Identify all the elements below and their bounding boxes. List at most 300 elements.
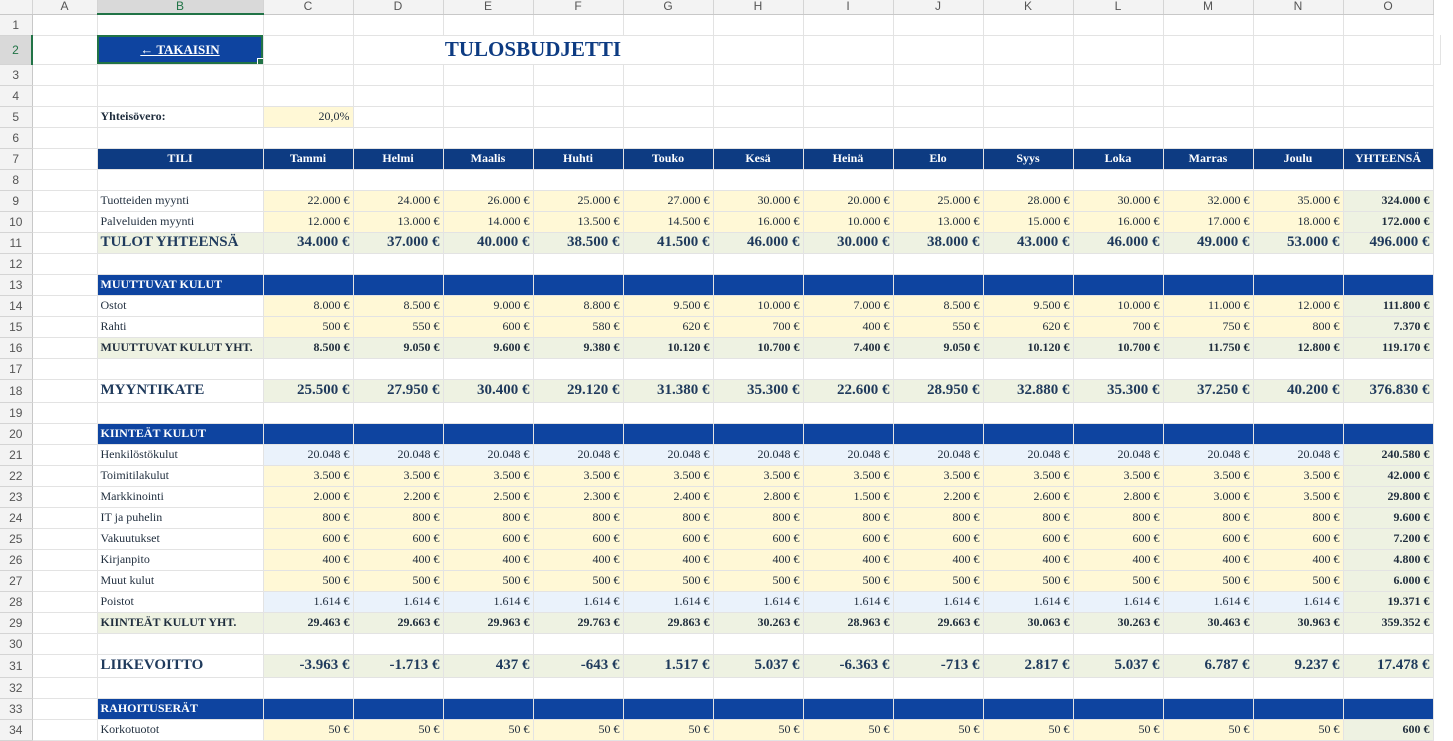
empty-cell[interactable]: [623, 402, 713, 423]
value-cell[interactable]: 27.000 €: [623, 190, 713, 211]
empty-cell[interactable]: [983, 358, 1073, 379]
value-cell[interactable]: 35.300 €: [1073, 379, 1163, 402]
empty-cell[interactable]: [623, 14, 713, 35]
value-cell[interactable]: 111.800 €: [1343, 295, 1433, 316]
value-cell[interactable]: 500 €: [263, 316, 353, 337]
row-header-33[interactable]: 33: [0, 698, 32, 719]
value-cell[interactable]: 3.500 €: [983, 465, 1073, 486]
empty-cell[interactable]: [893, 85, 983, 106]
row-header-16[interactable]: 16: [0, 337, 32, 358]
cell[interactable]: [1073, 35, 1163, 64]
empty-cell[interactable]: [97, 64, 263, 85]
value-cell[interactable]: 240.580 €: [1343, 444, 1433, 465]
empty-cell[interactable]: [263, 127, 353, 148]
value-cell[interactable]: 500 €: [983, 570, 1073, 591]
column-header-l[interactable]: L: [1073, 0, 1163, 14]
tax-rate-input[interactable]: 20,0%: [263, 106, 353, 127]
row-header-5[interactable]: 5: [0, 106, 32, 127]
value-cell[interactable]: 600 €: [983, 528, 1073, 549]
value-cell[interactable]: 9.600 €: [1343, 507, 1433, 528]
row-header-8[interactable]: 8: [0, 169, 32, 190]
value-cell[interactable]: 30.000 €: [803, 232, 893, 253]
value-cell[interactable]: 13.000 €: [353, 211, 443, 232]
value-cell[interactable]: 600 €: [623, 528, 713, 549]
value-cell[interactable]: 400 €: [713, 549, 803, 570]
value-cell[interactable]: 50 €: [983, 719, 1073, 740]
value-cell[interactable]: 10.000 €: [803, 211, 893, 232]
row-label[interactable]: Rahti: [97, 316, 263, 337]
value-cell[interactable]: 580 €: [533, 316, 623, 337]
row-label[interactable]: MYYNTIKATE: [97, 379, 263, 402]
value-cell[interactable]: 400 €: [893, 549, 983, 570]
row-header-17[interactable]: 17: [0, 358, 32, 379]
empty-cell[interactable]: [983, 253, 1073, 274]
value-cell[interactable]: 500 €: [443, 570, 533, 591]
empty-cell[interactable]: [263, 169, 353, 190]
value-cell[interactable]: 50 €: [1253, 719, 1343, 740]
empty-cell[interactable]: [1253, 64, 1343, 85]
value-cell[interactable]: 2.300 €: [533, 486, 623, 507]
cell-a7[interactable]: [32, 148, 97, 169]
empty-cell[interactable]: [533, 127, 623, 148]
value-cell[interactable]: 3.500 €: [443, 465, 533, 486]
cell-a26[interactable]: [32, 549, 97, 570]
value-cell[interactable]: 30.063 €: [983, 612, 1073, 633]
value-cell[interactable]: 1.614 €: [533, 591, 623, 612]
column-header-k[interactable]: K: [983, 0, 1073, 14]
value-cell[interactable]: 600 €: [533, 528, 623, 549]
empty-cell[interactable]: [803, 85, 893, 106]
value-cell[interactable]: 27.950 €: [353, 379, 443, 402]
value-cell[interactable]: 20.048 €: [713, 444, 803, 465]
value-cell[interactable]: 19.371 €: [1343, 591, 1433, 612]
cell[interactable]: [443, 106, 533, 127]
value-cell[interactable]: 9.000 €: [443, 295, 533, 316]
row-header-10[interactable]: 10: [0, 211, 32, 232]
value-cell[interactable]: 46.000 €: [1073, 232, 1163, 253]
value-cell[interactable]: -643 €: [533, 654, 623, 677]
cell-a13[interactable]: [32, 274, 97, 295]
empty-cell[interactable]: [443, 14, 533, 35]
value-cell[interactable]: 400 €: [623, 549, 713, 570]
empty-cell[interactable]: [623, 358, 713, 379]
empty-cell[interactable]: [533, 64, 623, 85]
cell[interactable]: [353, 106, 443, 127]
cell-a20[interactable]: [32, 423, 97, 444]
value-cell[interactable]: 800 €: [803, 507, 893, 528]
empty-cell[interactable]: [713, 633, 803, 654]
cell[interactable]: [803, 106, 893, 127]
value-cell[interactable]: 10.120 €: [623, 337, 713, 358]
value-cell[interactable]: 2.800 €: [713, 486, 803, 507]
empty-cell[interactable]: [803, 127, 893, 148]
column-header-b[interactable]: B: [97, 0, 263, 14]
value-cell[interactable]: 20.048 €: [623, 444, 713, 465]
empty-cell[interactable]: [443, 85, 533, 106]
value-cell[interactable]: 49.000 €: [1163, 232, 1253, 253]
row-header-11[interactable]: 11: [0, 232, 32, 253]
value-cell[interactable]: -1.713 €: [353, 654, 443, 677]
empty-cell[interactable]: [1163, 402, 1253, 423]
empty-cell[interactable]: [263, 64, 353, 85]
empty-cell[interactable]: [1253, 85, 1343, 106]
cell[interactable]: [803, 35, 893, 64]
value-cell[interactable]: 600 €: [263, 528, 353, 549]
value-cell[interactable]: 359.352 €: [1343, 612, 1433, 633]
value-cell[interactable]: 22.000 €: [263, 190, 353, 211]
value-cell[interactable]: 50 €: [1073, 719, 1163, 740]
cell-a15[interactable]: [32, 316, 97, 337]
value-cell[interactable]: 50 €: [1163, 719, 1253, 740]
value-cell[interactable]: 2.200 €: [893, 486, 983, 507]
cell-a28[interactable]: [32, 591, 97, 612]
row-header-23[interactable]: 23: [0, 486, 32, 507]
value-cell[interactable]: 600 €: [713, 528, 803, 549]
value-cell[interactable]: 10.700 €: [713, 337, 803, 358]
value-cell[interactable]: 10.120 €: [983, 337, 1073, 358]
value-cell[interactable]: 3.500 €: [353, 465, 443, 486]
row-header-32[interactable]: 32: [0, 677, 32, 698]
value-cell[interactable]: 600 €: [1163, 528, 1253, 549]
empty-cell[interactable]: [353, 14, 443, 35]
empty-cell[interactable]: [983, 64, 1073, 85]
value-cell[interactable]: 25.000 €: [533, 190, 623, 211]
empty-cell[interactable]: [983, 85, 1073, 106]
value-cell[interactable]: 496.000 €: [1343, 232, 1433, 253]
empty-cell[interactable]: [1163, 127, 1253, 148]
value-cell[interactable]: 38.500 €: [533, 232, 623, 253]
value-cell[interactable]: 800 €: [1073, 507, 1163, 528]
empty-cell[interactable]: [1073, 358, 1163, 379]
empty-cell[interactable]: [713, 127, 803, 148]
column-header-d[interactable]: D: [353, 0, 443, 14]
cell-a29[interactable]: [32, 612, 97, 633]
value-cell[interactable]: 50 €: [713, 719, 803, 740]
value-cell[interactable]: 324.000 €: [1343, 190, 1433, 211]
row-header-12[interactable]: 12: [0, 253, 32, 274]
row-header-28[interactable]: 28: [0, 591, 32, 612]
empty-cell[interactable]: [1343, 14, 1433, 35]
empty-cell[interactable]: [353, 85, 443, 106]
value-cell[interactable]: 6.000 €: [1343, 570, 1433, 591]
fill-handle[interactable]: [257, 58, 264, 65]
value-cell[interactable]: 400 €: [263, 549, 353, 570]
empty-cell[interactable]: [263, 633, 353, 654]
value-cell[interactable]: 50 €: [263, 719, 353, 740]
row-label[interactable]: Henkilöstökulut: [97, 444, 263, 465]
value-cell[interactable]: 800 €: [983, 507, 1073, 528]
cell-a2[interactable]: [32, 35, 97, 64]
value-cell[interactable]: 20.048 €: [353, 444, 443, 465]
value-cell[interactable]: 25.000 €: [893, 190, 983, 211]
value-cell[interactable]: -6.363 €: [803, 654, 893, 677]
cell-a19[interactable]: [32, 402, 97, 423]
row-header-15[interactable]: 15: [0, 316, 32, 337]
empty-cell[interactable]: [893, 14, 983, 35]
value-cell[interactable]: 8.500 €: [353, 295, 443, 316]
empty-cell[interactable]: [1253, 169, 1343, 190]
cell-a31[interactable]: [32, 654, 97, 677]
value-cell[interactable]: 2.600 €: [983, 486, 1073, 507]
value-cell[interactable]: 600 €: [1073, 528, 1163, 549]
value-cell[interactable]: 38.000 €: [893, 232, 983, 253]
row-label[interactable]: MUUTTUVAT KULUT YHT.: [97, 337, 263, 358]
value-cell[interactable]: 8.500 €: [263, 337, 353, 358]
column-header-c[interactable]: C: [263, 0, 353, 14]
cell-a30[interactable]: [32, 633, 97, 654]
value-cell[interactable]: 20.048 €: [1253, 444, 1343, 465]
cell-a25[interactable]: [32, 528, 97, 549]
value-cell[interactable]: 6.787 €: [1163, 654, 1253, 677]
value-cell[interactable]: 800 €: [263, 507, 353, 528]
empty-cell[interactable]: [443, 402, 533, 423]
row-header-14[interactable]: 14: [0, 295, 32, 316]
empty-cell[interactable]: [353, 169, 443, 190]
value-cell[interactable]: 600 €: [1343, 719, 1433, 740]
value-cell[interactable]: 500 €: [1163, 570, 1253, 591]
value-cell[interactable]: 20.048 €: [263, 444, 353, 465]
value-cell[interactable]: 50 €: [803, 719, 893, 740]
value-cell[interactable]: 29.663 €: [893, 612, 983, 633]
empty-cell[interactable]: [533, 14, 623, 35]
value-cell[interactable]: 3.500 €: [623, 465, 713, 486]
empty-cell[interactable]: [353, 402, 443, 423]
value-cell[interactable]: 620 €: [983, 316, 1073, 337]
row-header-34[interactable]: 34: [0, 719, 32, 740]
value-cell[interactable]: 29.120 €: [533, 379, 623, 402]
value-cell[interactable]: 31.380 €: [623, 379, 713, 402]
empty-cell[interactable]: [983, 169, 1073, 190]
row-header-26[interactable]: 26: [0, 549, 32, 570]
value-cell[interactable]: 7.400 €: [803, 337, 893, 358]
empty-cell[interactable]: [713, 169, 803, 190]
value-cell[interactable]: 437 €: [443, 654, 533, 677]
empty-cell[interactable]: [893, 127, 983, 148]
empty-cell[interactable]: [713, 14, 803, 35]
empty-cell[interactable]: [623, 169, 713, 190]
empty-cell[interactable]: [353, 127, 443, 148]
value-cell[interactable]: 10.700 €: [1073, 337, 1163, 358]
empty-cell[interactable]: [97, 253, 263, 274]
value-cell[interactable]: 500 €: [803, 570, 893, 591]
cell-a27[interactable]: [32, 570, 97, 591]
empty-cell[interactable]: [533, 402, 623, 423]
empty-cell[interactable]: [353, 253, 443, 274]
value-cell[interactable]: 17.000 €: [1163, 211, 1253, 232]
cell[interactable]: [713, 106, 803, 127]
value-cell[interactable]: 1.614 €: [983, 591, 1073, 612]
value-cell[interactable]: 50 €: [893, 719, 983, 740]
row-header-24[interactable]: 24: [0, 507, 32, 528]
empty-cell[interactable]: [353, 64, 443, 85]
column-header-m[interactable]: M: [1163, 0, 1253, 14]
cell-a10[interactable]: [32, 211, 97, 232]
column-header-f[interactable]: F: [533, 0, 623, 14]
cell-a9[interactable]: [32, 190, 97, 211]
value-cell[interactable]: 800 €: [353, 507, 443, 528]
value-cell[interactable]: 3.500 €: [893, 465, 983, 486]
empty-cell[interactable]: [893, 169, 983, 190]
value-cell[interactable]: 32.880 €: [983, 379, 1073, 402]
value-cell[interactable]: 8.800 €: [533, 295, 623, 316]
value-cell[interactable]: 3.500 €: [713, 465, 803, 486]
row-header-7[interactable]: 7: [0, 148, 32, 169]
value-cell[interactable]: 3.500 €: [1073, 465, 1163, 486]
cell-a23[interactable]: [32, 486, 97, 507]
value-cell[interactable]: 600 €: [443, 316, 533, 337]
empty-cell[interactable]: [713, 253, 803, 274]
value-cell[interactable]: 800 €: [443, 507, 533, 528]
value-cell[interactable]: 500 €: [893, 570, 983, 591]
value-cell[interactable]: 30.963 €: [1253, 612, 1343, 633]
value-cell[interactable]: 400 €: [353, 549, 443, 570]
empty-cell[interactable]: [1253, 253, 1343, 274]
value-cell[interactable]: 41.500 €: [623, 232, 713, 253]
cell[interactable]: [983, 35, 1073, 64]
cell-a4[interactable]: [32, 85, 97, 106]
value-cell[interactable]: 20.048 €: [443, 444, 533, 465]
value-cell[interactable]: 16.000 €: [713, 211, 803, 232]
empty-cell[interactable]: [443, 633, 533, 654]
empty-cell[interactable]: [533, 358, 623, 379]
value-cell[interactable]: 1.500 €: [803, 486, 893, 507]
value-cell[interactable]: 42.000 €: [1343, 465, 1433, 486]
empty-cell[interactable]: [1253, 14, 1343, 35]
row-header-30[interactable]: 30: [0, 633, 32, 654]
row-header-6[interactable]: 6: [0, 127, 32, 148]
empty-cell[interactable]: [263, 253, 353, 274]
back-button[interactable]: ← TAKAISIN: [97, 35, 263, 64]
value-cell[interactable]: 9.050 €: [353, 337, 443, 358]
empty-cell[interactable]: [97, 14, 263, 35]
value-cell[interactable]: 1.614 €: [893, 591, 983, 612]
empty-cell[interactable]: [97, 127, 263, 148]
empty-cell[interactable]: [623, 253, 713, 274]
value-cell[interactable]: 2.817 €: [983, 654, 1073, 677]
value-cell[interactable]: 600 €: [443, 528, 533, 549]
empty-cell[interactable]: [1163, 64, 1253, 85]
row-label[interactable]: Poistot: [97, 591, 263, 612]
value-cell[interactable]: 2.400 €: [623, 486, 713, 507]
value-cell[interactable]: 376.830 €: [1343, 379, 1433, 402]
empty-cell[interactable]: [893, 253, 983, 274]
value-cell[interactable]: 1.614 €: [1253, 591, 1343, 612]
value-cell[interactable]: 500 €: [1073, 570, 1163, 591]
value-cell[interactable]: 1.614 €: [263, 591, 353, 612]
value-cell[interactable]: 34.000 €: [263, 232, 353, 253]
empty-cell[interactable]: [803, 253, 893, 274]
column-header-i[interactable]: I: [803, 0, 893, 14]
value-cell[interactable]: 3.500 €: [1253, 486, 1343, 507]
value-cell[interactable]: 28.963 €: [803, 612, 893, 633]
value-cell[interactable]: 12.000 €: [1253, 295, 1343, 316]
empty-cell[interactable]: [893, 633, 983, 654]
empty-cell[interactable]: [893, 358, 983, 379]
value-cell[interactable]: 800 €: [713, 507, 803, 528]
value-cell[interactable]: 172.000 €: [1343, 211, 1433, 232]
value-cell[interactable]: 800 €: [1253, 316, 1343, 337]
value-cell[interactable]: 3.500 €: [803, 465, 893, 486]
cell[interactable]: [983, 106, 1073, 127]
row-label[interactable]: Vakuutukset: [97, 528, 263, 549]
row-label[interactable]: Palveluiden myynti: [97, 211, 263, 232]
row-label[interactable]: LIIKEVOITTO: [97, 654, 263, 677]
empty-cell[interactable]: [1253, 633, 1343, 654]
value-cell[interactable]: 3.500 €: [1163, 465, 1253, 486]
row-label[interactable]: TULOT YHTEENSÄ: [97, 232, 263, 253]
empty-cell[interactable]: [1163, 633, 1253, 654]
value-cell[interactable]: 1.517 €: [623, 654, 713, 677]
empty-cell[interactable]: [533, 633, 623, 654]
cell[interactable]: [1433, 35, 1440, 64]
value-cell[interactable]: 29.763 €: [533, 612, 623, 633]
cell[interactable]: [893, 35, 983, 64]
cell-a8[interactable]: [32, 169, 97, 190]
value-cell[interactable]: 600 €: [1253, 528, 1343, 549]
empty-cell[interactable]: [983, 127, 1073, 148]
empty-cell[interactable]: [1163, 14, 1253, 35]
empty-cell[interactable]: [623, 85, 713, 106]
value-cell[interactable]: 30.000 €: [1073, 190, 1163, 211]
empty-cell[interactable]: [893, 64, 983, 85]
value-cell[interactable]: 9.600 €: [443, 337, 533, 358]
value-cell[interactable]: 400 €: [1253, 549, 1343, 570]
empty-cell[interactable]: [1343, 402, 1433, 423]
value-cell[interactable]: 29.863 €: [623, 612, 713, 633]
empty-cell[interactable]: [713, 85, 803, 106]
row-header-20[interactable]: 20: [0, 423, 32, 444]
value-cell[interactable]: 620 €: [623, 316, 713, 337]
value-cell[interactable]: 9.500 €: [623, 295, 713, 316]
row-header-29[interactable]: 29: [0, 612, 32, 633]
value-cell[interactable]: 20.048 €: [983, 444, 1073, 465]
value-cell[interactable]: 3.500 €: [533, 465, 623, 486]
value-cell[interactable]: 400 €: [1163, 549, 1253, 570]
value-cell[interactable]: 8.500 €: [893, 295, 983, 316]
row-label[interactable]: IT ja puhelin: [97, 507, 263, 528]
value-cell[interactable]: 1.614 €: [1163, 591, 1253, 612]
empty-cell[interactable]: [1253, 358, 1343, 379]
column-header-o[interactable]: O: [1343, 0, 1433, 14]
value-cell[interactable]: 3.500 €: [263, 465, 353, 486]
empty-cell[interactable]: [1073, 169, 1163, 190]
value-cell[interactable]: 5.037 €: [713, 654, 803, 677]
value-cell[interactable]: 13.500 €: [533, 211, 623, 232]
empty-cell[interactable]: [1073, 633, 1163, 654]
value-cell[interactable]: 500 €: [533, 570, 623, 591]
empty-cell[interactable]: [1343, 85, 1433, 106]
value-cell[interactable]: 37.000 €: [353, 232, 443, 253]
cell-a12[interactable]: [32, 253, 97, 274]
row-header-3[interactable]: 3: [0, 64, 32, 85]
empty-cell[interactable]: [97, 633, 263, 654]
value-cell[interactable]: 550 €: [353, 316, 443, 337]
value-cell[interactable]: 3.500 €: [1253, 465, 1343, 486]
empty-cell[interactable]: [803, 358, 893, 379]
value-cell[interactable]: 119.170 €: [1343, 337, 1433, 358]
cell[interactable]: [1253, 106, 1343, 127]
empty-cell[interactable]: [263, 358, 353, 379]
empty-cell[interactable]: [1343, 169, 1433, 190]
empty-cell[interactable]: [443, 358, 533, 379]
empty-cell[interactable]: [1073, 402, 1163, 423]
value-cell[interactable]: 50 €: [533, 719, 623, 740]
value-cell[interactable]: 28.950 €: [893, 379, 983, 402]
value-cell[interactable]: -3.963 €: [263, 654, 353, 677]
cell-a24[interactable]: [32, 507, 97, 528]
value-cell[interactable]: 2.000 €: [263, 486, 353, 507]
row-label[interactable]: Tuotteiden myynti: [97, 190, 263, 211]
